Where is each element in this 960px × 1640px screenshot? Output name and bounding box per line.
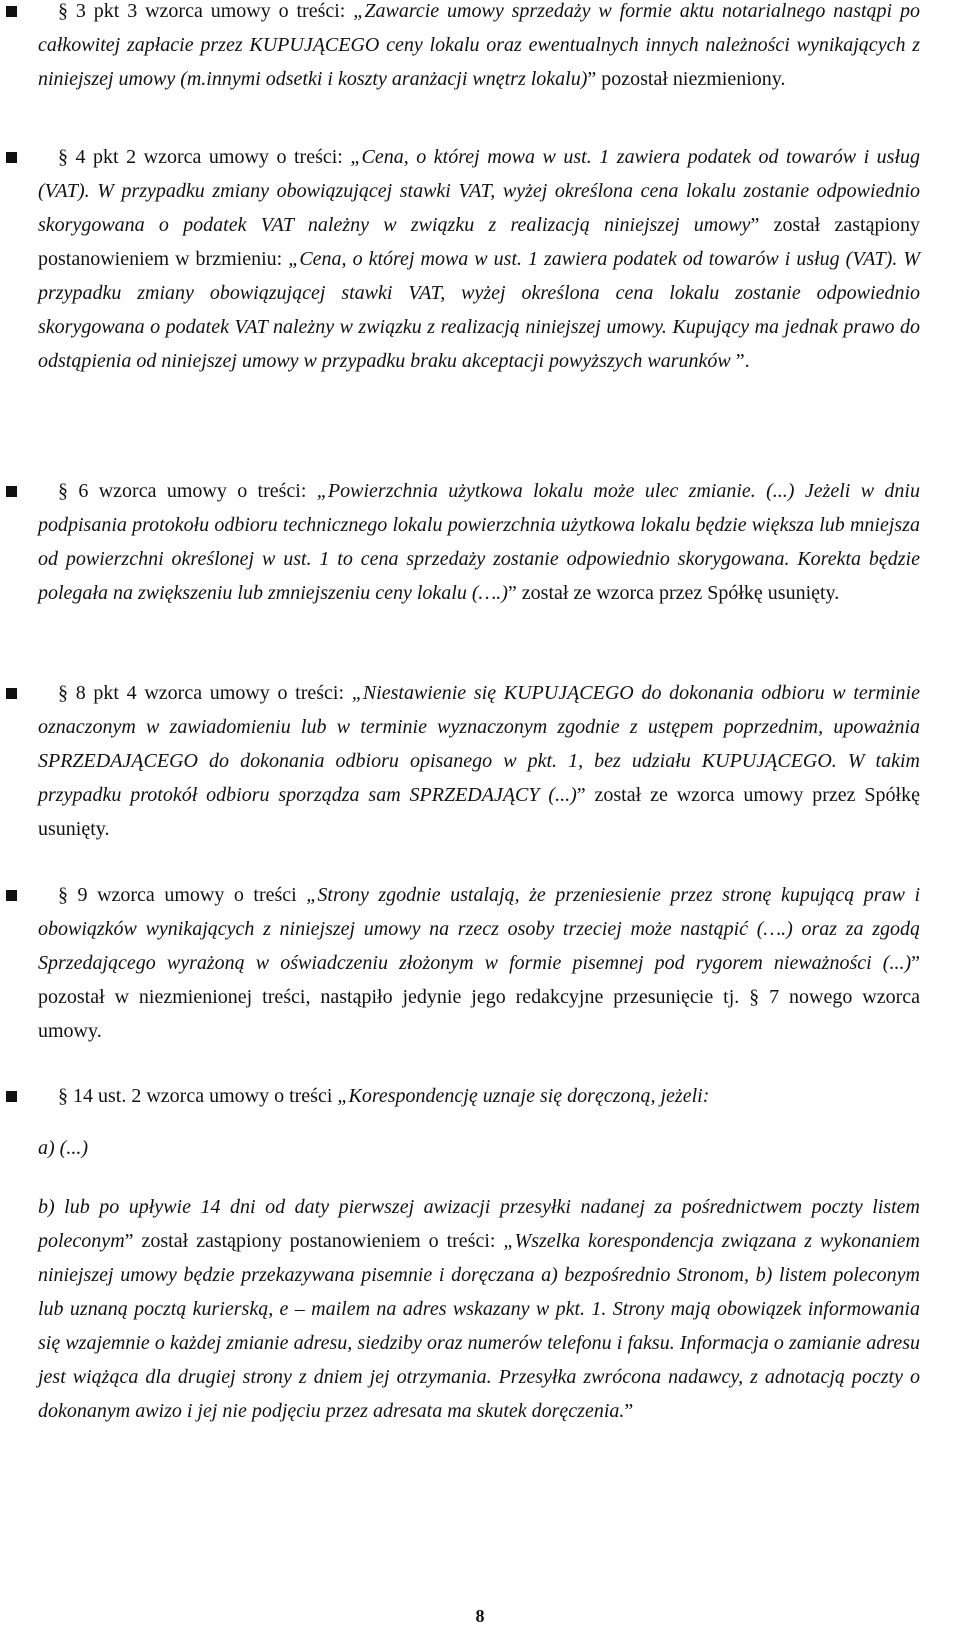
item-text: § 8 pkt 4 wzorca umowy o treści: „Niestawienie się KUPUJĄCEGO do dokonania odbioru w terminie oznaczonym w zawiadomieniu lub w terminie wyznaczonym zgodnie z ustępem poprzednim, upoważnia SPRZEDAJĄCEGO do dokonania odbioru opisanego w pkt. 1, bez udziału KUPUJĄCEGO. W takim przypadku protokół odbioru sporządza sam SPRZEDAJĄCY (...)” został ze wzorca umowy przez Spółkę usunięty. [38, 682, 920, 840]
item-text: § 14 ust. 2 wzorca umowy o treści „Korespondencję uznaje się doręczoną, jeżeli: [58, 1085, 710, 1107]
list-item [38, 676, 920, 846]
list-item [38, 140, 920, 378]
bullet-square-icon [6, 688, 17, 699]
page-number: 8 [475, 1606, 485, 1626]
bullet-square-icon [6, 890, 17, 901]
item-text: § 4 pkt 2 wzorca umowy o treści: „Cena, o której mowa w ust. 1 zawiera podatek od towarów i usług (VAT). W przypadku zmiany obowiązującej stawki VAT, wyżej określona cena lokalu zostanie odpowiednio skorygowana o podatek VAT należny w związku z realizacją niniejszej umowy” został zastąpiony postanowieniem w brzmieniu: „Cena, o której mowa w ust. 1 zawiera podatek od towarów i usług (VAT). W przypadku zmiany obowiązującej stawki VAT, wyżej określona cena lokalu zostanie odpowiednio skorygowana o podatek VAT należny w związku z realizacją niniejszej umowy. Kupujący ma jednak prawo do odstąpienia od niniejszej umowy w przypadku braku akceptacji powyższych warunków ”. [38, 146, 921, 372]
list-item [38, 474, 920, 610]
sub-point-b: b) lub po upływie 14 dni od daty pierwszej awizacji przesyłki nadanej za pośrednictwem poczty listem poleconym” został zastąpiony postanowieniem o treści: „Wszelka korespondencja związana z wykonaniem niniejszej umowy będzie przekazywana pisemnie i doręczana a) bezpośrednio Stronom, b) listem poleconym lub uznaną pocztą kurierską, e – mailem na adres wskazany w pkt. 1. Strony mają obowiązek informowania się wzajemnie o każdej zmianie adresu, siedziby oraz numerów telefonu i faksu. Informacja o zamianie adresu jest wiążąca dla drugiej strony z dniem jej otrzymania. Przesyłka zwrócona nadawcy, z adnotacją poczty o dokonanym awizo i jej nie podjęciu przez adresata ma skutek doręczenia.” [38, 1196, 921, 1422]
item-text: § 6 wzorca umowy o treści: „Powierzchnia użytkowa lokalu może ulec zmianie. (...) Jeżeli w dniu podpisania protokołu odbioru technicznego lokalu powierzchnia użytkowa lokalu będzie większa lub mniejsza od powierzchni określonej w ust. 1 to cena sprzedaży zostanie odpowiednio skorygowana. Korekta będzie polegała na zwiększeniu lub zmniejszeniu ceny lokalu (….)” został ze wzorca przez Spółkę usunięty. [38, 480, 920, 604]
list-item [38, 0, 920, 96]
item-text: § 3 pkt 3 wzorca umowy o treści: „Zawarcie umowy sprzedaży w formie aktu notarialnego nastąpi po całkowitej zapłacie przez KUPUJĄCEGO ceny lokalu oraz ewentualnych innych należności wynikających z niniejszej umowy (m.innymi odsetki i koszty aranżacji wnętrz lokalu)” pozostał niezmieniony. [38, 0, 920, 90]
sub-point-a: a) (...) [38, 1137, 88, 1159]
bullet-square-icon [6, 1091, 17, 1102]
list-item [38, 1079, 920, 1113]
list-item [38, 878, 920, 1048]
bullet-square-icon [6, 6, 17, 17]
item-text: § 9 wzorca umowy o treści „Strony zgodnie ustalają, że przeniesienie przez stronę kupującą praw i obowiązków wynikających z niniejszej umowy na rzecz osoby trzeciej może nastąpić (….) oraz za zgodą Sprzedającego wyrażoną w oświadczeniu złożonym w formie pisemnej pod rygorem nieważności (...)” pozostał w niezmienionej treści, nastąpiło jedynie jego redakcyjne przesunięcie tj. § 7 nowego wzorca umowy. [38, 884, 921, 1042]
bullet-square-icon [6, 152, 17, 163]
bullet-square-icon [6, 486, 17, 497]
